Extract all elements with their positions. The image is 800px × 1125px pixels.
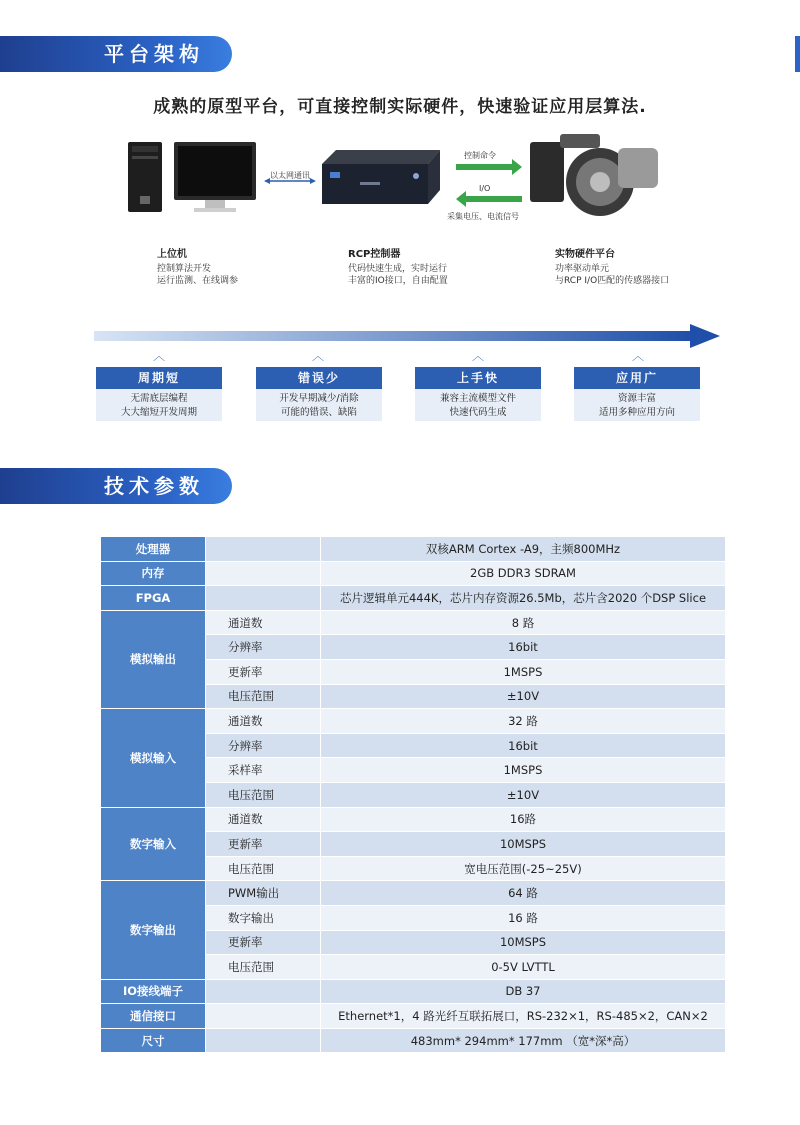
spec-subcell xyxy=(206,537,321,562)
feature-card xyxy=(96,367,222,421)
io-label: I/O xyxy=(479,184,491,193)
spec-value: 双核ARM Cortex -A9，主频800MHz xyxy=(321,537,726,562)
feature-body xyxy=(574,389,700,421)
feature-body xyxy=(415,389,541,421)
caret-up-icon: ︿ xyxy=(153,349,166,363)
timeline-arrow-icon xyxy=(94,322,724,350)
table-row xyxy=(101,881,726,906)
spec-value: ±10V xyxy=(321,783,726,808)
rcp-title: RCP控制器 xyxy=(348,249,401,260)
spec-subcell xyxy=(206,586,321,611)
spec-value: DB 37 xyxy=(321,980,726,1005)
spec-value: 芯片逻辑单元444K，芯片内存资源26.5Mb，芯片含2020 个DSP Slice xyxy=(321,586,726,611)
hardware-line: 功率驱动单元 xyxy=(555,264,610,274)
spec-subcell xyxy=(206,1029,321,1054)
feature-line: 无需底层编程 xyxy=(130,393,188,404)
spec-name: 电压范围 xyxy=(206,955,321,980)
spec-name: 通道数 xyxy=(206,611,321,636)
architecture-diagram xyxy=(0,128,800,238)
table-row xyxy=(101,1029,726,1054)
feature-line: 适用多种应用方向 xyxy=(598,407,675,418)
caret-up-icon: ︿ xyxy=(312,349,325,363)
caret-up-icon: ︿ xyxy=(472,349,485,363)
spec-name: 电压范围 xyxy=(206,783,321,808)
spec-name: 通道数 xyxy=(206,709,321,734)
spec-category: IO接线端子 xyxy=(101,980,206,1005)
table-row xyxy=(101,586,726,611)
motor-hardware-icon xyxy=(530,134,658,216)
spec-category: 数字输入 xyxy=(101,808,206,882)
ethernet-label: 以太网通讯 xyxy=(270,171,310,180)
spec-category: 数字输出 xyxy=(101,881,206,979)
feature-title: 应用广 xyxy=(574,367,700,389)
feature-line: 资源丰富 xyxy=(617,393,656,404)
feature-title: 上手快 xyxy=(415,367,541,389)
section-title-params: 技术参数 xyxy=(0,468,232,504)
spec-name: 采样率 xyxy=(206,758,321,783)
rcp-controller-icon xyxy=(322,150,440,204)
signal-label: 采集电压、电流信号 xyxy=(447,212,519,221)
spec-table xyxy=(101,537,726,1053)
spec-value: 16bit xyxy=(321,734,726,759)
rcp-line: 代码快速生成，实时运行 xyxy=(348,264,448,274)
host-line: 运行监测、在线调参 xyxy=(157,276,239,286)
spec-name: 电压范围 xyxy=(206,685,321,710)
spec-value: 2GB DDR3 SDRAM xyxy=(321,562,726,587)
spec-category: 模拟输入 xyxy=(101,709,206,807)
spec-name: 电压范围 xyxy=(206,857,321,882)
feature-line: 兼容主流模型文件 xyxy=(439,393,516,404)
spec-name: 通道数 xyxy=(206,808,321,833)
spec-value: 64 路 xyxy=(321,881,726,906)
spec-name: 分辨率 xyxy=(206,734,321,759)
spec-category: 处理器 xyxy=(101,537,206,562)
feature-card xyxy=(256,367,382,421)
rcp-line: 丰富的IO接口，自由配置 xyxy=(348,276,448,286)
feature-line: 可能的错误、缺陷 xyxy=(280,407,357,418)
spec-value: 32 路 xyxy=(321,709,726,734)
spec-subcell xyxy=(206,980,321,1005)
spec-value: 8 路 xyxy=(321,611,726,636)
feature-card xyxy=(574,367,700,421)
caret-up-icon: ︿ xyxy=(632,349,645,363)
spec-name: 数字输出 xyxy=(206,906,321,931)
spec-value: 10MSPS xyxy=(321,931,726,956)
host-title: 上位机 xyxy=(157,249,187,260)
spec-value: 16路 xyxy=(321,808,726,833)
table-row xyxy=(101,808,726,833)
spec-subcell xyxy=(206,1004,321,1029)
feature-line: 开发早期减少/消除 xyxy=(279,393,359,404)
spec-name: PWM输出 xyxy=(206,881,321,906)
spec-value: 0-5V LVTTL xyxy=(321,955,726,980)
table-row xyxy=(101,562,726,587)
spec-category: FPGA xyxy=(101,586,206,611)
feature-title: 错误少 xyxy=(256,367,382,389)
spec-name: 更新率 xyxy=(206,660,321,685)
headline: 成熟的原型平台，可直接控制实际硬件，快速验证应用层算法. xyxy=(153,97,647,117)
spec-category: 通信接口 xyxy=(101,1004,206,1029)
table-row xyxy=(101,980,726,1005)
feature-body xyxy=(256,389,382,421)
spec-name: 分辨率 xyxy=(206,635,321,660)
table-row xyxy=(101,1004,726,1029)
spec-name: 更新率 xyxy=(206,931,321,956)
feature-line: 大大缩短开发周期 xyxy=(120,407,197,418)
spec-value: Ethernet*1，4 路光纤互联拓展口，RS-232×1，RS-485×2，CAN×2 xyxy=(321,1004,726,1029)
control-arrow-icon xyxy=(456,159,522,175)
feature-line: 快速代码生成 xyxy=(449,407,507,418)
hardware-title: 实物硬件平台 xyxy=(555,249,615,260)
spec-value: 16 路 xyxy=(321,906,726,931)
spec-category: 模拟输出 xyxy=(101,611,206,709)
page-edge-marker xyxy=(795,36,800,72)
hardware-line: 与RCP I/O匹配的传感器接口 xyxy=(555,276,670,286)
host-line: 控制算法开发 xyxy=(157,264,212,274)
feature-card xyxy=(415,367,541,421)
spec-category: 尺寸 xyxy=(101,1029,206,1054)
feature-body xyxy=(96,389,222,421)
monitor-icon xyxy=(174,142,256,212)
pc-tower-icon xyxy=(128,142,162,212)
spec-value: 483mm* 294mm* 177mm （宽*深*高） xyxy=(321,1029,726,1054)
spec-name: 更新率 xyxy=(206,832,321,857)
control-command-label: 控制命令 xyxy=(464,151,496,160)
spec-value: 1MSPS xyxy=(321,758,726,783)
table-row xyxy=(101,537,726,562)
spec-value: 1MSPS xyxy=(321,660,726,685)
spec-value: 10MSPS xyxy=(321,832,726,857)
feature-title: 周期短 xyxy=(96,367,222,389)
spec-value: 宽电压范围(-25~25V) xyxy=(321,857,726,882)
spec-value: ±10V xyxy=(321,685,726,710)
section-title-architecture: 平台架构 xyxy=(0,36,232,72)
table-row xyxy=(101,709,726,734)
signal-arrow-icon xyxy=(456,191,522,207)
spec-category: 内存 xyxy=(101,562,206,587)
table-row xyxy=(101,611,726,636)
spec-subcell xyxy=(206,562,321,587)
spec-value: 16bit xyxy=(321,635,726,660)
